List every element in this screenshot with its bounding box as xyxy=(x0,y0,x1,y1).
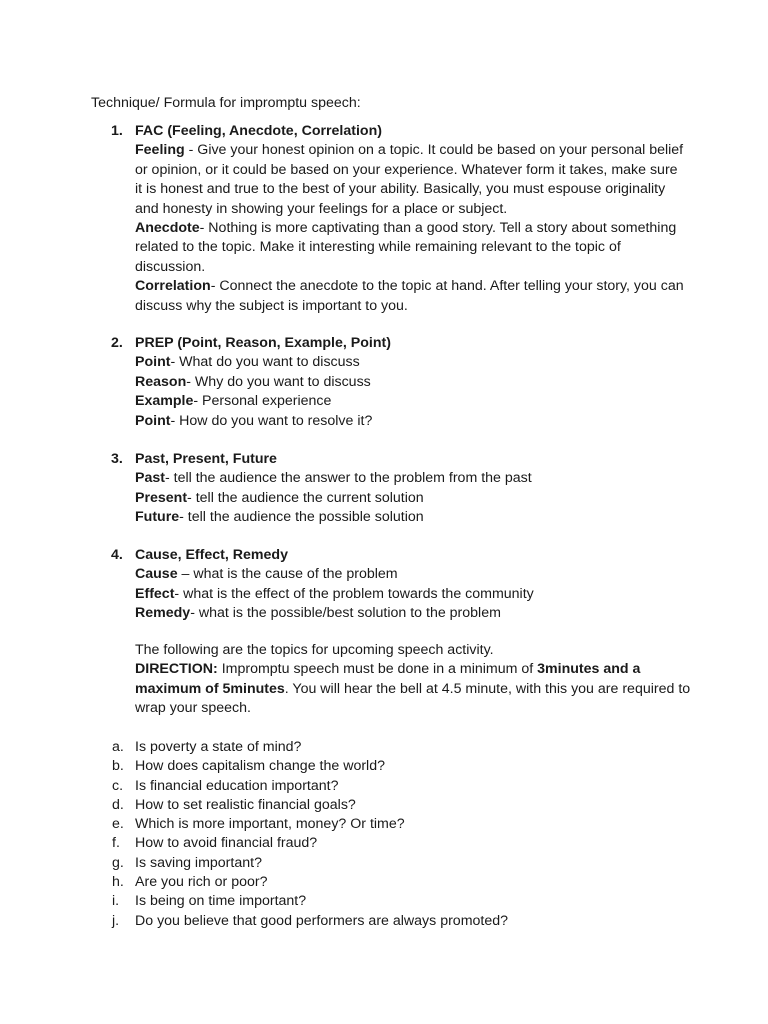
topics-list xyxy=(112,738,508,931)
definition-text: - Connect the anecdote to the topic at hand. After telling your story, you can discuss why the subject is important to you. xyxy=(135,278,684,314)
list-letter: a. xyxy=(112,739,124,755)
list-letter: e. xyxy=(112,816,124,833)
list-item xyxy=(112,854,508,873)
section-title: Cause, Effect, Remedy xyxy=(135,547,288,563)
definition-reason xyxy=(135,373,685,392)
topic-text: Is saving important? xyxy=(135,854,262,871)
definition-text: - tell the audience the possible solution xyxy=(179,509,424,526)
direction-text: Impromptu speech must be done in a minimum of xyxy=(217,661,538,678)
definition-text: – what is the cause of the problem xyxy=(177,566,398,583)
speech-activity-intro xyxy=(135,641,695,719)
definition-text: - What do you want to discuss xyxy=(170,354,360,371)
definition-text: - what is the possible/best solution to the problem xyxy=(190,605,501,622)
section-number: 2. xyxy=(111,335,123,351)
definition-text: - Give your honest opinion on a topic. It could be based on your personal belief or opinion, or it could be based on your experience. Whatever form it takes, make sure it is honest and true to the best of your ability. Basically, you must espouse originality and honesty in showing your feelings for a place or subject. xyxy=(135,142,684,217)
definition-text: - Why do you want to discuss xyxy=(186,373,371,390)
definition-present xyxy=(135,489,685,508)
intro-line: The following are the topics for upcoming speech activity. xyxy=(135,642,494,658)
topic-text: How does capitalism change the world? xyxy=(135,758,385,775)
definition-point-2 xyxy=(135,412,685,431)
list-item xyxy=(112,873,508,892)
definition-text: - tell the audience the current solution xyxy=(187,489,424,506)
direction-time-limits: 3minutes and a maximum of 5minutes xyxy=(135,661,641,697)
section-number: 4. xyxy=(111,547,123,563)
definition-text: - what is the effect of the problem towards the community xyxy=(174,585,534,602)
list-letter: f. xyxy=(112,835,120,852)
list-letter: h. xyxy=(112,874,124,891)
list-item xyxy=(112,815,508,834)
section-number: 3. xyxy=(111,451,123,467)
term: Effect xyxy=(135,585,175,602)
definition-text: - Nothing is more captivating than a good story. Tell a story about something related to the topic. Make it interesting while remaining relevant to the topic of discussion. xyxy=(135,220,677,275)
definition-anecdote xyxy=(135,219,685,277)
topic-text: How to set realistic financial goals? xyxy=(135,796,356,813)
definition-correlation xyxy=(135,277,685,316)
definition-cause xyxy=(135,565,685,584)
list-item xyxy=(112,738,508,757)
list-letter: g. xyxy=(112,854,124,871)
topic-text: Is being on time important? xyxy=(135,893,307,910)
definition-feeling xyxy=(135,141,685,219)
section-number: 1. xyxy=(111,123,123,139)
section-title: PREP (Point, Reason, Example, Point) xyxy=(135,335,391,351)
term: Anecdote xyxy=(135,220,200,237)
term: Remedy xyxy=(135,605,191,622)
list-item xyxy=(112,834,508,853)
term: Reason xyxy=(135,373,187,390)
term: Present xyxy=(135,489,188,506)
section-title: FAC (Feeling, Anecdote, Correlation) xyxy=(135,123,382,139)
section-title: Past, Present, Future xyxy=(135,451,277,467)
list-item xyxy=(112,912,508,931)
definition-point xyxy=(135,353,685,372)
direction-paragraph xyxy=(135,660,695,718)
list-letter: j. xyxy=(112,912,120,929)
topic-text: Do you believe that good performers are always promoted? xyxy=(135,912,509,929)
definition-effect xyxy=(135,585,685,604)
list-letter: b. xyxy=(112,758,124,775)
list-letter: i. xyxy=(112,893,120,910)
term: Point xyxy=(135,412,171,429)
list-item xyxy=(112,796,508,815)
definition-past xyxy=(135,469,685,488)
topic-text: Are you rich or poor? xyxy=(135,874,268,891)
definition-text: - Personal experience xyxy=(193,393,332,410)
document-heading: Technique/ Formula for impromptu speech: xyxy=(91,95,361,111)
term: Future xyxy=(135,509,180,526)
term: Past xyxy=(135,470,165,487)
list-item xyxy=(112,892,508,911)
definition-example xyxy=(135,392,685,411)
list-item xyxy=(112,757,508,776)
definition-text: - tell the audience the answer to the problem from the past xyxy=(164,470,532,487)
topic-text: How to avoid financial fraud? xyxy=(135,835,318,852)
term: Example xyxy=(135,393,194,410)
term: Point xyxy=(135,354,171,371)
topic-text: Which is more important, money? Or time? xyxy=(135,816,405,833)
term: Feeling xyxy=(135,142,185,159)
term: Cause xyxy=(135,566,178,583)
term: Correlation xyxy=(135,278,211,295)
direction-label: DIRECTION: xyxy=(135,661,218,678)
topic-text: Is financial education important? xyxy=(135,777,339,794)
topic-text: Is poverty a state of mind? xyxy=(135,739,302,755)
direction-text: . You will hear the bell at 4.5 minute, with this you are required to wrap your speech. xyxy=(135,680,691,717)
definition-future xyxy=(135,508,685,527)
definition-remedy xyxy=(135,604,685,623)
list-letter: c. xyxy=(112,777,124,794)
definition-text: - How do you want to resolve it? xyxy=(170,412,373,429)
list-letter: d. xyxy=(112,796,124,813)
list-item xyxy=(112,777,508,796)
